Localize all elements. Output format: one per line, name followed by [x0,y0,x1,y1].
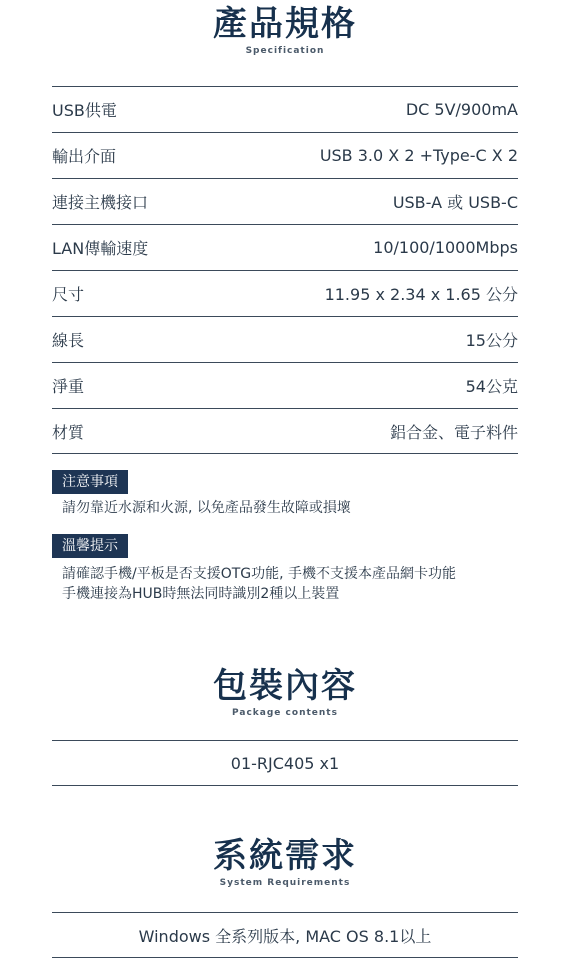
package-subtitle: Package contents [232,708,338,718]
notice-text: 請勿靠近水源和火源, 以免產品發生故障或損壞 [62,500,351,516]
notice-block [52,470,522,518]
system-title: 系統需求 [213,836,357,876]
tips-tag: 溫馨提示 [52,534,128,558]
system-subtitle: System Requirements [219,878,351,888]
spec-label: 輸出介面 [52,147,117,166]
spec-table [52,86,518,454]
spec-value: 鋁合金、電子料件 [389,422,518,442]
package-title: 包裝內容 [213,666,357,706]
system-content: Windows 全系列版本, MAC OS 8.1以上 [138,926,432,946]
system-content-row [52,912,518,958]
spec-label: 線長 [52,331,85,350]
system-header [0,836,570,888]
package-content: 01-RJC405 x1 [230,753,340,773]
spec-value: 11.95 x 2.34 x 1.65 公分 [324,285,518,304]
spec-row-output [52,132,518,178]
spec-row-weight [52,362,518,408]
spec-label: 連接主機接口 [52,193,149,212]
tips-block [52,534,522,604]
spec-subtitle: Specification [245,46,325,56]
spec-label: USB供電 [52,101,117,120]
tips-text-line2: 手機連接為HUB時無法同時識別2種以上裝置 [62,586,340,602]
spec-label: 尺寸 [52,285,85,304]
spec-row-material [52,408,518,454]
package-content-row [52,740,518,786]
spec-value: DC 5V/900mA [405,100,518,119]
spec-row-lan-speed [52,224,518,270]
spec-header [0,4,570,56]
spec-value: USB 3.0 X 2 +Type-C X 2 [319,146,518,165]
package-header [0,666,570,718]
spec-row-host-port [52,178,518,224]
notice-tag: 注意事項 [52,470,128,494]
tips-text-line1: 請確認手機/平板是否支援OTG功能, 手機不支援本產品網卡功能 [62,566,457,582]
spec-row-size [52,270,518,316]
spec-title: 產品規格 [213,4,357,44]
spec-value: USB-A 或 USB-C [392,193,518,212]
spec-label: 材質 [52,422,85,442]
spec-row-usb-power [52,86,518,132]
spec-value: 54公克 [465,377,518,396]
spec-value: 15公分 [465,331,518,350]
spec-label: LAN傳輸速度 [52,239,149,258]
spec-label: 淨重 [52,377,85,396]
spec-row-cable-length [52,316,518,362]
spec-value: 10/100/1000Mbps [373,238,518,257]
